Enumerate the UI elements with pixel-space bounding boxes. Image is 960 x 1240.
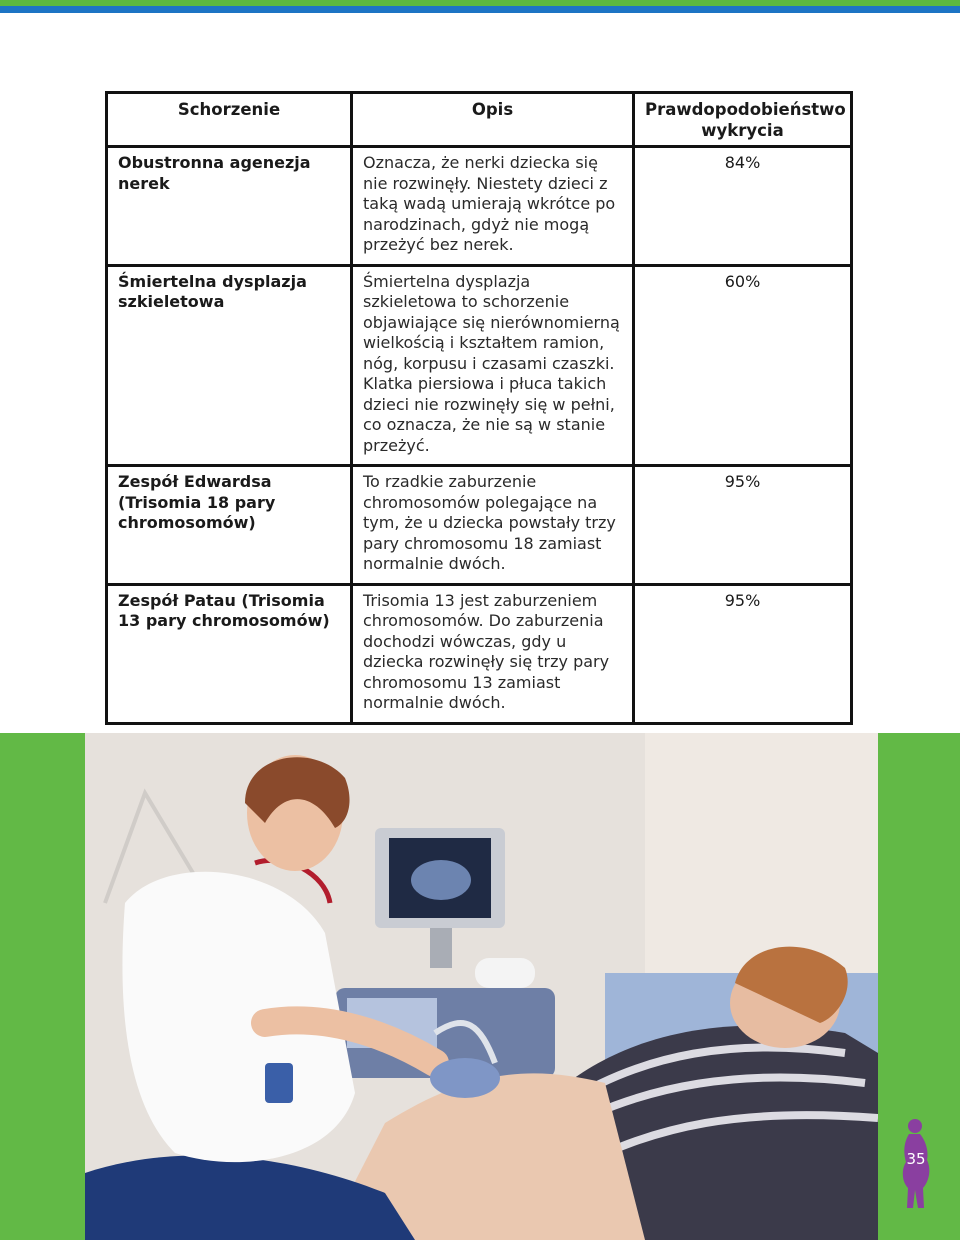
ultrasound-exam-illustration [85, 733, 878, 1240]
condition-name: Zespół Patau (Trisomia 13 pary chromosomów) [107, 584, 352, 723]
conditions-table [105, 91, 853, 725]
detection-probability: 60% [634, 265, 852, 466]
top-blue-stripe [0, 6, 960, 13]
condition-name: Zespół Edwardsa (Trisomia 18 pary chromosomów) [107, 466, 352, 585]
table-row [107, 584, 852, 723]
table-row [107, 265, 852, 466]
detection-probability: 84% [634, 147, 852, 266]
condition-name: Śmiertelna dysplazja szkieletowa [107, 265, 352, 466]
ultrasound-exam-photo [85, 733, 878, 1240]
table-header-row [107, 93, 852, 147]
top-color-bar [0, 0, 960, 13]
detection-probability: 95% [634, 584, 852, 723]
header-detection-probability: Prawdopodobieństwo wykrycia [634, 93, 852, 147]
condition-description: Śmiertelna dysplazja szkieletowa to schorzenie objawiające się nierównomierną wielkością i kształtem ramion, nóg, korpusu i czasami czaszki. Klatka piersiowa i płuca takich dzieci nie rozwinęły się w pełni, co oznacza, że nie są w stanie przeżyć. [352, 265, 634, 466]
header-description: Opis [352, 93, 634, 147]
header-condition: Schorzenie [107, 93, 352, 147]
condition-description: Oznacza, że nerki dziecka się nie rozwinęły. Niestety dzieci z taką wadą umierają wkrótce po narodzinach, gdyż nie mogą przeżyć bez nerek. [352, 147, 634, 266]
detection-probability: 95% [634, 466, 852, 585]
condition-name: Obustronna agenezja nerek [107, 147, 352, 266]
table-row [107, 466, 852, 585]
photo-frame [0, 733, 960, 1240]
page-number: 35 [906, 1150, 926, 1168]
table-row [107, 147, 852, 266]
condition-description: To rzadkie zaburzenie chromosomów polegające na tym, że u dziecka powstały trzy pary chromosomu 18 zamiast normalnie dwóch. [352, 466, 634, 585]
condition-description: Trisomia 13 jest zaburzeniem chromosomów. Do zaburzenia dochodzi wówczas, gdy u dziecka rozwinęły się trzy pary chromosomu 13 zamiast normalnie dwóch. [352, 584, 634, 723]
